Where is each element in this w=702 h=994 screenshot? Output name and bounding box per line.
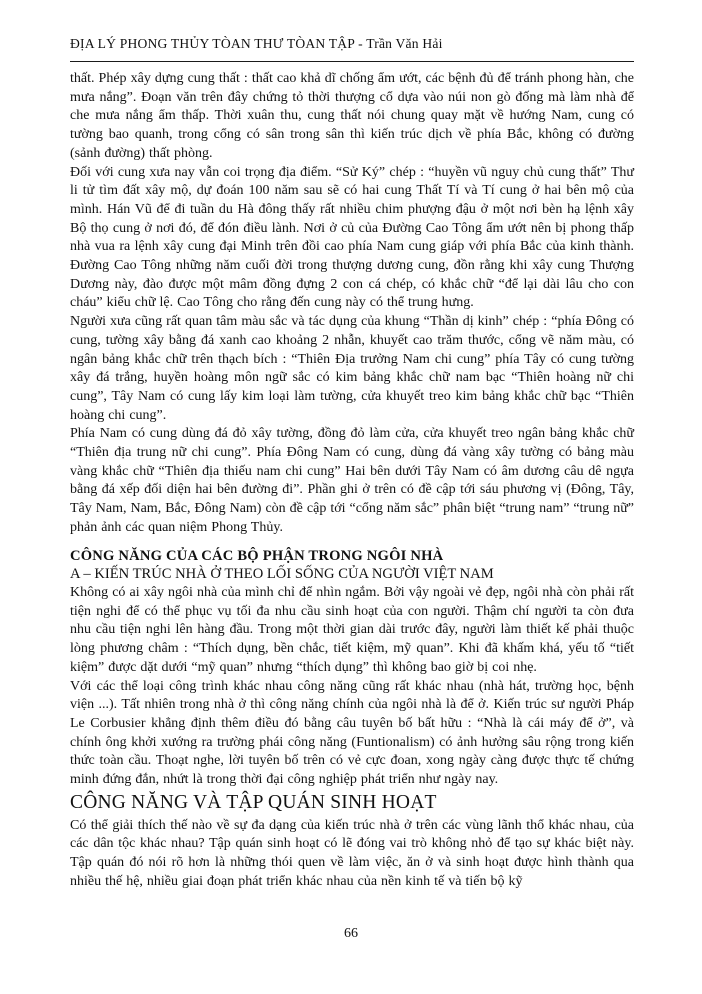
body-paragraph: thất. Phép xây dựng cung thất : thất cao khả dĩ chống ẩm ướt, các bệnh đủ để tránh phong hàn, che mưa nắng”. Đoạn văn trên đây chứng tỏ thời thượng cổ dựa vào núi non gò đống mà làm nhà để che mưa nắng ẩm thấp. Thời xuân thu, cung thất nói chung quay mặt về hướng Nam, cung có tường bao quanh, trong cổng có sân trong sân thì kiến trúc dịch về phía Bắc, không có đường (sảnh đường) thất phòng. [70,71,634,161]
chapter-heading-cong-nang-va-tap-quan: CÔNG NĂNG VÀ TẬP QUÁN SINH HOẠT [70,791,437,813]
body-paragraph: Không có ai xây ngôi nhà của mình chỉ để nhìn ngắm. Bởi vậy ngoài vẻ đẹp, ngôi nhà còn phải rất tiện nghi để có thể phục vụ tối đa nhu cầu sinh hoạt của con người. Thậm chí người ta còn đưa nhu cầu tiện nghi lên hàng đầu. Trong một thời gian dài trước đây, người làm thiết kế phải thuộc lòng phương châm : “Thích dụng, bền chắc, tiết kiệm, mỹ quan”. Khi đã khấm khá, yếu tố “tiết kiệm” được dặt dưới “mỹ quan” nhưng “thích dụng” thì không bao giờ bị coi nhẹ. [70,584,634,675]
body-paragraph: Phía Nam có cung dùng đá đỏ xây tường, đồng đỏ làm cửa, cửa khuyết treo ngân bảng khắc chữ “Thiên địa trung nữ chi cung”. Phía Đông Nam có cung, dùng đá vàng xây tường có bảng màu vàng khắc chữ “Thiên địa thiếu nam chi cung” Hai bên dưới Tây Nam có âm dương câu dê ngựa bằng đá xếp đối diện hai bên đường đi”. Phần ghi ở trên có đề cập tới sáu phương vị (Đông, Tây, Tây Nam, Nam, Bắc, Đông Nam) còn đề cập tới “cổng năm sắc” phân biệt “trung nam” “trung nữ” phản ảnh các quan niệm Phong Thủy. [70,426,634,535]
subsection-heading-kien-truc-nha-o: A – KIẾN TRÚC NHÀ Ở THEO LỐI SỐNG CỦA NGƯỜI VIỆT NAM [70,566,494,583]
body-paragraph: Có thể giải thích thế nào về sự đa dạng của kiến trúc nhà ở trên các vùng lãnh thổ khác nhau, của các dân tộc khác nhau? Tập quán sinh hoạt có lẽ đóng vai trò không nhỏ để tạo sự khác biệt này. Tập quán đó nói rõ hơn là những thói quen về làm việc, ăn ở và sinh hoạt được hình thành qua nhiều thế hệ, nhiều giai đoạn phát triển khác nhau của nền kinh tế và tiến bộ kỹ [70,817,634,889]
running-header-title: ĐỊA LÝ PHONG THỦY TÒAN THƯ TÒAN TẬP - Trần Văn Hải [70,36,443,51]
header-rule [70,61,634,62]
page-number: 66 [344,926,358,941]
body-paragraph: Đối với cung xưa nay vẫn coi trọng địa điểm. “Sử Ký” chép : “huyền vũ nguy chủ cung thất” Thư li tử tìm đất xây mộ, dự đoán 100 năm sau sẽ có hai cung Thất Tí và Tí cung ở hai bên mộ của mình. Hán Vũ để đi tuần du Hà đông thấy rất nhiều chim phượng đậu ở một nơi bèn hạ lệnh xây Bộ thọ cung ở nơi đó, để đón điều lành. Nơi ở củ của Đường Cao Tông ẩm ướt nên bị phong thấp nhà vua ra lệnh xây cung đại Minh trên đồi cao phía Nam cung giáp với phía Bắc của kinh thành. Đường Cao Tông những năm cuối đời trong thượng dương cung, đồn rằng khi xây cung Thượng Dương này, đào được một mâm đồng đựng 2 con cá chép, có khắc chữ “để lại dài lâu cho con cháu” kiểu chữ lệ. Cao Tông cho rằng đến cung này có thể trung hưng. [70,164,634,311]
body-paragraph: Người xưa cũng rất quan tâm màu sắc và tác dụng của khung “Thần dị kinh” chép : “phía Đông có cung, tường xây bằng đá xanh cao khoảng 2 nhẫn, khuyết cao trăm thước, cổng vẽ năm màu, có ngân bảng khắc chữ trên thạch bích : “Thiên Địa trưởng Nam chi cung” phía Tây có cung tường xây đá trắng, huyền hoàng môn ngữ sắc có kim bảng khắc chữ nam bạc “Thiên hoàng nữ chi cung”, Tây Nam có cung lấy kim loại làm tường, cửa khuyết treo kim bảng khắc chữ bạc “Thiên hoàng chi cung”. [70,314,634,423]
section-heading-cong-nang-cua-cac-bo-phan: CÔNG NĂNG CỦA CÁC BỘ PHẬN TRONG NGÔI NHÀ [70,547,444,564]
body-text [70,70,634,892]
body-paragraph: Với các thể loại công trình khác nhau công năng cũng rất khác nhau (nhà hát, trường học, bệnh viện ...). Tất nhiên trong nhà ở thì công năng chính của ngôi nhà là để ở. Kiến trúc sư người Pháp Le Corbusier khẳng định thêm điều đó bằng câu tuyên bố bất hữu : “Nhà là cái máy để ở”, và chính ông khởi xướng ra trường phái công năng (Funtionalism) có ảnh hưởng sâu rộng trong kiến thức toàn cầu. Thoạt nghe, lời tuyên bố trên có vẻ cực đoan, xong ngày càng được thực tế chứng minh đứng đắn, nhứt là trong thời đại công nghiệp phát triển như ngày nay. [70,678,634,788]
page-content [70,36,634,892]
